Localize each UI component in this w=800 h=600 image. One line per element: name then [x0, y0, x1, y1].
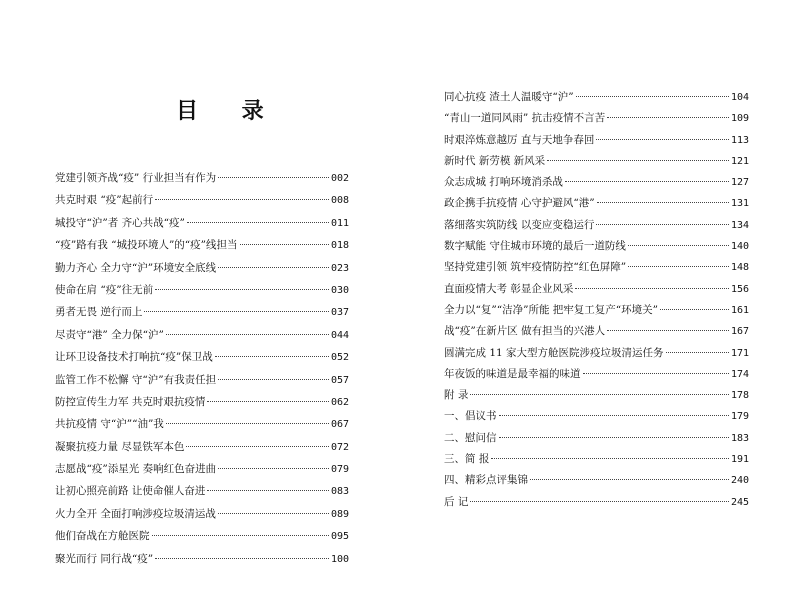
dot-leader [565, 181, 729, 182]
toc-entry-page-number: 161 [730, 304, 749, 316]
toc-entry-page-number: 037 [330, 307, 349, 319]
toc-entry-title: 凝聚抗疫力量 尽显铁军本色 [55, 440, 185, 453]
dot-leader [470, 394, 729, 395]
dot-leader [207, 490, 329, 491]
toc-entry[interactable] [55, 462, 349, 484]
toc-entry-page-number: 057 [330, 374, 349, 386]
toc-entry-page-number: 011 [330, 217, 349, 229]
dot-leader [152, 535, 329, 536]
toc-entry-page-number: 167 [730, 326, 749, 338]
toc-entry-page-number: 178 [730, 390, 749, 402]
toc-entry-title: 志愿战“疫”添星光 奏响红色奋进曲 [55, 463, 217, 476]
toc-entry[interactable] [444, 431, 749, 452]
dot-leader [166, 334, 329, 335]
toc-entry-title: “青山一道同风雨” 抗击疫情不言苦 [444, 112, 606, 125]
toc-entry-title: 城投守“沪”者 齐心共战“疫” [55, 216, 185, 229]
toc-entry-page-number: 121 [730, 155, 749, 167]
dot-leader [207, 401, 329, 402]
toc-entry-title: 共抗疫情 守“沪”“油”我 [55, 418, 164, 431]
dot-leader [215, 356, 329, 357]
toc-entry-page-number: 131 [730, 198, 749, 210]
toc-entry[interactable] [55, 238, 349, 260]
toc-entry-title: “疫”路有我 “城投环境人”的“疫”线担当 [55, 239, 238, 252]
toc-entry-title: 政企携手抗疫情 心守护避风“港” [444, 197, 595, 210]
toc-entry[interactable] [55, 216, 349, 238]
toc-entry-title: 直面疫情大考 彰显企业风采 [444, 282, 574, 295]
toc-entry-title: 坚持党建引领 筑牢疫情防控“红色屏障” [444, 261, 627, 274]
toc-entry[interactable] [444, 409, 749, 430]
toc-entry[interactable] [55, 484, 349, 506]
toc-entry[interactable] [55, 440, 349, 462]
dot-leader [186, 446, 329, 447]
toc-entry[interactable] [55, 171, 349, 193]
toc-entry-title: 勇者无畏 逆行而上 [55, 306, 143, 319]
toc-entry-title: 时艰淬炼意越厉 直与天地争春回 [444, 133, 595, 146]
dot-leader [218, 267, 329, 268]
right-page [400, 0, 800, 600]
toc-entry-title: 让初心照亮前路 让使命催人奋进 [55, 485, 206, 498]
toc-entry-page-number: 191 [730, 454, 749, 466]
toc-entry-page-number: 002 [330, 173, 349, 184]
toc-entry-title: 二、慰问信 [444, 431, 497, 444]
toc-entry-title: 党建引领齐战“疫” 行业担当有作为 [55, 172, 217, 184]
dot-leader [530, 479, 729, 480]
toc-entry[interactable] [444, 260, 749, 281]
toc-entry-title: 新时代 新劳模 新风采 [444, 154, 546, 167]
dot-leader [155, 289, 329, 290]
dot-leader [547, 160, 729, 161]
toc-entry-page-number: 171 [730, 347, 749, 359]
dot-leader [596, 224, 729, 225]
toc-entry-title: 监管工作不松懈 守“沪”有我责任担 [55, 373, 217, 386]
toc-list-right [444, 90, 749, 516]
dot-leader [155, 558, 329, 559]
toc-entry-page-number: 023 [330, 262, 349, 274]
toc-entry[interactable] [444, 367, 749, 388]
dot-leader [596, 139, 729, 140]
toc-entry-title: 战“疫”在新片区 做有担当的兴港人 [444, 325, 606, 338]
toc-entry-page-number: 127 [730, 177, 749, 189]
toc-entry[interactable] [55, 261, 349, 283]
toc-entry[interactable] [444, 282, 749, 303]
toc-entry-title: 使命在肩 “疫”往无前 [55, 283, 154, 296]
toc-entry-page-number: 183 [730, 432, 749, 444]
toc-entry[interactable] [55, 193, 349, 215]
toc-title: 目 录 [176, 98, 282, 124]
toc-entry-page-number: 245 [730, 496, 749, 508]
toc-entry[interactable] [444, 452, 749, 473]
toc-entry-title: 同心抗疫 渣土人温暖守“沪” [444, 91, 574, 103]
toc-entry-title: 勤力齐心 全力守“沪”环境安全底线 [55, 261, 217, 274]
toc-entry-page-number: 052 [330, 352, 349, 364]
dot-leader [166, 423, 329, 424]
dot-leader [607, 330, 729, 331]
toc-entry-title: 全力以“复”“洁净”所能 把牢复工复产“环境关” [444, 303, 659, 316]
toc-entry[interactable] [444, 133, 749, 154]
dot-leader [583, 373, 729, 374]
toc-entry[interactable] [444, 239, 749, 260]
toc-entry-title: 他们奋战在方舱医院 [55, 530, 150, 543]
toc-entry[interactable] [444, 346, 749, 367]
toc-entry-page-number: 240 [730, 475, 749, 487]
dot-leader [470, 501, 729, 502]
toc-entry-page-number: 140 [730, 241, 749, 253]
toc-entry-page-number: 179 [730, 411, 749, 423]
toc-entry-title: 年夜饭的味道是最幸福的味道 [444, 367, 581, 380]
toc-entry[interactable] [444, 218, 749, 239]
toc-entry-page-number: 030 [330, 284, 349, 296]
toc-entry-page-number: 062 [330, 396, 349, 408]
dot-leader [597, 202, 729, 203]
toc-entry[interactable] [55, 305, 349, 327]
toc-entry[interactable] [55, 283, 349, 305]
dot-leader [666, 352, 729, 353]
toc-entry-title: 后 记 [444, 495, 469, 508]
dot-leader [499, 415, 729, 416]
toc-list-left [55, 171, 349, 574]
toc-entry[interactable] [444, 196, 749, 217]
dot-leader [240, 244, 329, 245]
toc-entry[interactable] [444, 303, 749, 324]
toc-entry[interactable] [444, 388, 749, 409]
dot-leader [218, 177, 329, 178]
toc-entry-page-number: 095 [330, 531, 349, 543]
toc-entry-page-number: 008 [330, 195, 349, 207]
dot-leader [218, 513, 329, 514]
dot-leader [660, 309, 729, 310]
toc-entry[interactable] [444, 473, 749, 494]
toc-entry-title: 落细落实筑防线 以变应变稳运行 [444, 218, 595, 231]
toc-entry[interactable] [444, 175, 749, 196]
toc-entry-page-number: 156 [730, 283, 749, 295]
toc-entry-page-number: 109 [730, 113, 749, 125]
dot-leader [491, 458, 729, 459]
toc-entry-title: 防控宣传生力军 共克时艰抗疫情 [55, 395, 206, 408]
toc-entry[interactable] [55, 395, 349, 417]
toc-entry-page-number: 079 [330, 464, 349, 476]
toc-entry-title: 圆满完成 11 家大型方舱医院涉疫垃圾清运任务 [444, 346, 664, 359]
dot-leader [628, 266, 729, 267]
toc-entry-page-number: 089 [330, 508, 349, 520]
dot-leader [218, 468, 329, 469]
toc-entry-page-number: 044 [330, 329, 349, 341]
toc-entry-title: 附 录 [444, 389, 469, 402]
toc-entry[interactable] [55, 373, 349, 395]
toc-entry-title: 火力全开 全面打响涉疫垃圾清运战 [55, 507, 216, 520]
toc-entry-title: 众志成城 打响环境消杀战 [444, 176, 563, 189]
toc-entry-title: 共克时艰 “疫”起前行 [55, 194, 154, 207]
dot-leader [218, 379, 329, 380]
toc-entry[interactable] [55, 507, 349, 529]
toc-entry[interactable] [55, 529, 349, 551]
toc-entry-title: 四、精彩点评集锦 [444, 474, 528, 487]
toc-entry-title: 让环卫设备技术打响抗“疫”保卫战 [55, 351, 213, 364]
toc-entry[interactable] [444, 324, 749, 345]
dot-leader [187, 222, 329, 223]
toc-entry-page-number: 174 [730, 368, 749, 380]
toc-entry-title: 尽责守“港” 全力保“沪” [55, 328, 164, 341]
toc-entry[interactable] [55, 552, 349, 574]
toc-entry[interactable] [444, 90, 749, 111]
toc-entry-page-number: 104 [730, 92, 749, 103]
toc-entry-page-number: 083 [330, 486, 349, 498]
toc-entry-title: 三、简 报 [444, 453, 490, 466]
toc-entry-page-number: 067 [330, 419, 349, 431]
dot-leader [576, 96, 729, 97]
dot-leader [575, 288, 729, 289]
dot-leader [628, 245, 729, 246]
toc-entry-page-number: 018 [330, 240, 349, 252]
dot-leader [155, 199, 329, 200]
toc-entry-title: 聚光而行 同行战“疫” [55, 552, 154, 565]
toc-entry-page-number: 100 [330, 553, 349, 565]
toc-entry-page-number: 113 [730, 134, 749, 146]
toc-entry-page-number: 148 [730, 262, 749, 274]
dot-leader [607, 117, 729, 118]
toc-entry[interactable] [444, 495, 749, 516]
toc-entry[interactable] [55, 417, 349, 439]
dot-leader [499, 437, 729, 438]
toc-entry[interactable] [444, 111, 749, 132]
dot-leader [144, 311, 329, 312]
toc-entry[interactable] [55, 328, 349, 350]
toc-entry-title: 一、倡议书 [444, 410, 497, 423]
toc-entry-page-number: 072 [330, 441, 349, 453]
toc-entry[interactable] [444, 154, 749, 175]
toc-entry-page-number: 134 [730, 219, 749, 231]
toc-entry[interactable] [55, 350, 349, 372]
toc-entry-title: 数字赋能 守住城市环境的最后一道防线 [444, 240, 626, 253]
